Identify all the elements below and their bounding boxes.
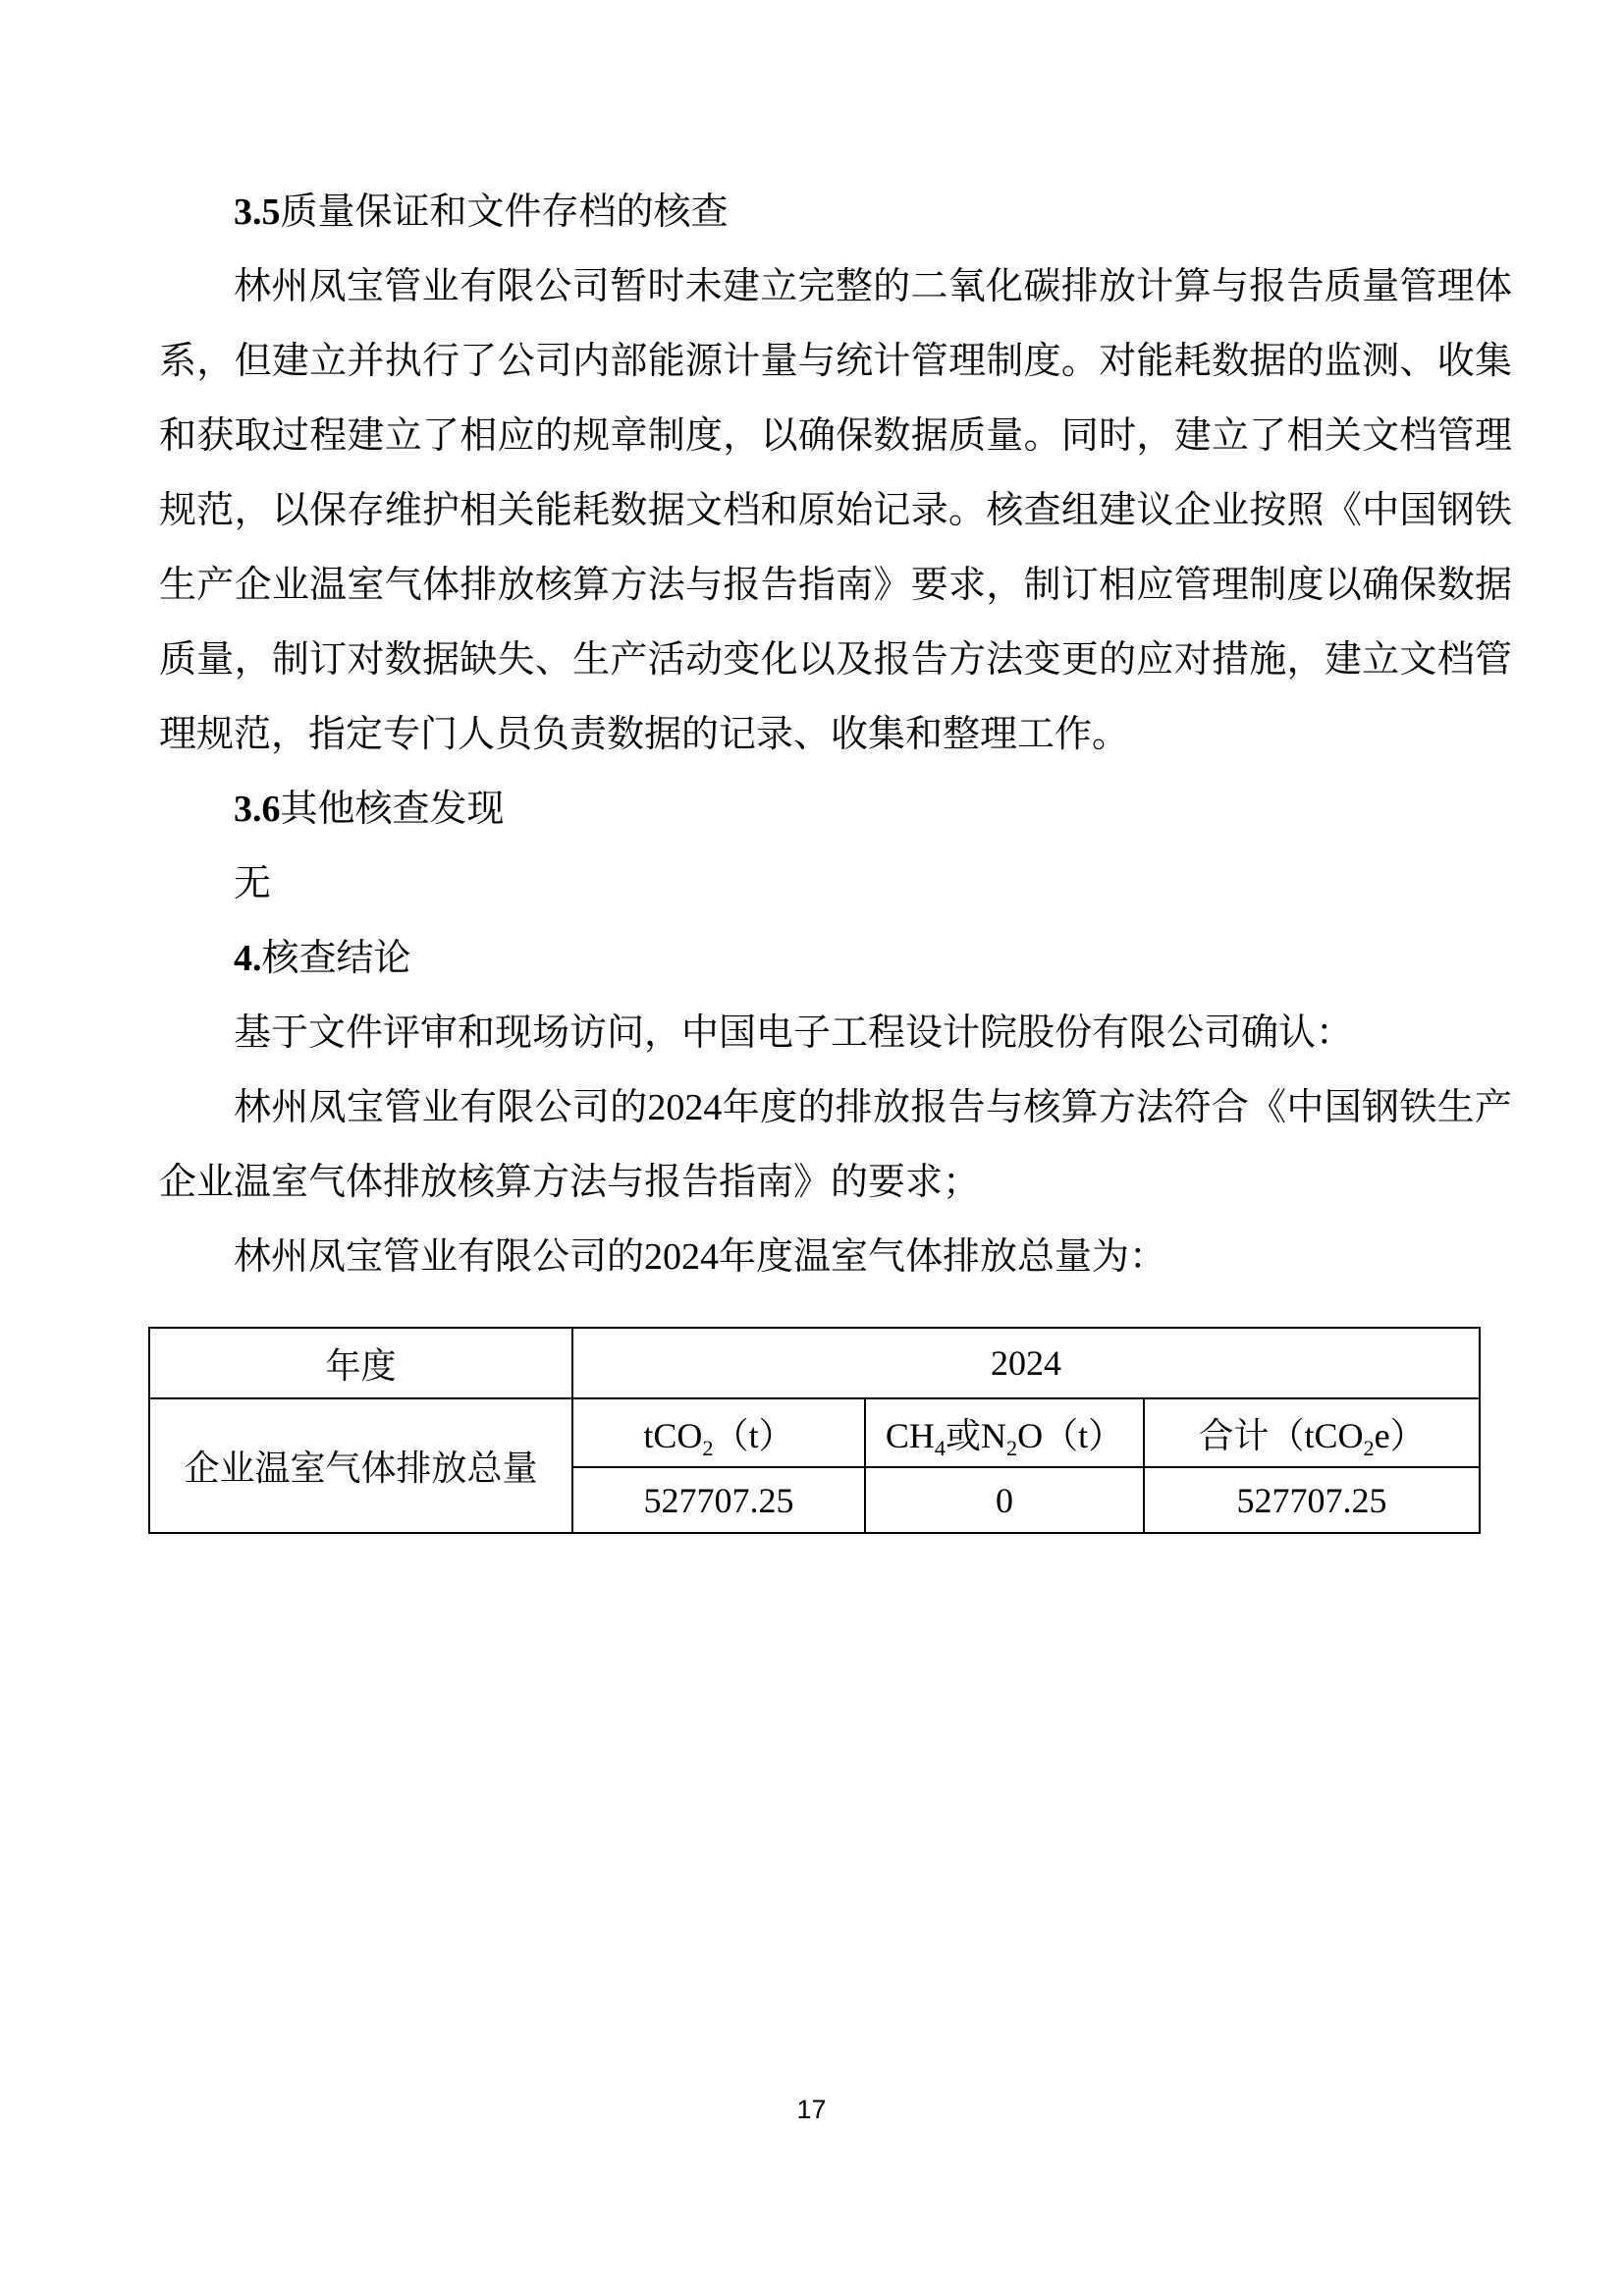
table-cell-header-tco2: tCO$_2$（t） — [572, 1398, 865, 1467]
table-cell-value-ch4-n2o: 0 — [865, 1467, 1144, 1533]
paragraph-conclusion-compliance: 林州凤宝管业有限公司的2024年度的排放报告与核算方法符合《中国钢铁生产企业温室气体排放核算方法与报告指南》的要求； — [159, 1087, 1512, 1203]
section-title-3-5: 质量保证和文件存档的核查 — [280, 191, 729, 233]
emissions-summary-table — [148, 1327, 1481, 1534]
table-cell-value-tco2: 527707.25 — [572, 1467, 865, 1533]
section-number-3-6: 3.6 — [234, 789, 281, 830]
paragraph-conclusion-total-emissions: 林州凤宝管业有限公司的2024年度温室气体排放总量为： — [234, 1236, 1167, 1278]
document-body — [159, 175, 1512, 1534]
paragraph-other-findings-none: 无 — [234, 863, 272, 904]
table-cell-value-total: 527707.25 — [1144, 1467, 1480, 1533]
section-heading-3-5 — [159, 175, 1512, 249]
paragraph-conclusion-intro: 基于文件评审和现场访问，中国电子工程设计院股份有限公司确认： — [234, 1012, 1354, 1054]
section-title-3-6: 其他核查发现 — [280, 789, 505, 830]
table-row-year — [149, 1328, 1480, 1398]
section-number-3-5: 3.5 — [234, 191, 281, 233]
section-heading-3-6 — [159, 772, 1512, 847]
table-cell-total-emissions-label: 企业温室气体排放总量 — [149, 1398, 572, 1533]
table-cell-year-value: 2024 — [572, 1328, 1480, 1398]
section-number-4: 4. — [234, 938, 262, 979]
table-row-headers — [149, 1398, 1480, 1467]
table-cell-year-label: 年度 — [149, 1328, 572, 1398]
section-title-4: 核查结论 — [261, 938, 411, 979]
page-number: 17 — [796, 2095, 827, 2124]
section-heading-4 — [159, 921, 1512, 996]
paragraph-quality-assurance: 林州凤宝管业有限公司暂时未建立完整的二氧化碳排放计算与报告质量管理体系，但建立并执行了公司内部能源计量与统计管理制度。对能耗数据的监测、收集和获取过程建立了相应的规章制度，以确保数据质量。同时，建立了相关文档管理规范，以保存维护相关能耗数据文档和原始记录。核查组建议企业按照《中国钢铁生产企业温室气体排放核算方法与报告指南》要求，制订相应管理制度以确保数据质量，制订对数据缺失、生产活动变化以及报告方法变更的应对措施，建立文档管理规范，指定专门人员负责数据的记录、收集和整理工作。 — [159, 266, 1512, 755]
table-cell-header-ch4-n2o: $CH_4$或$N_2O(t)$ — [865, 1398, 1144, 1467]
table-cell-header-total-tco2e: 合计（tCO$_2$e） — [1144, 1398, 1480, 1467]
